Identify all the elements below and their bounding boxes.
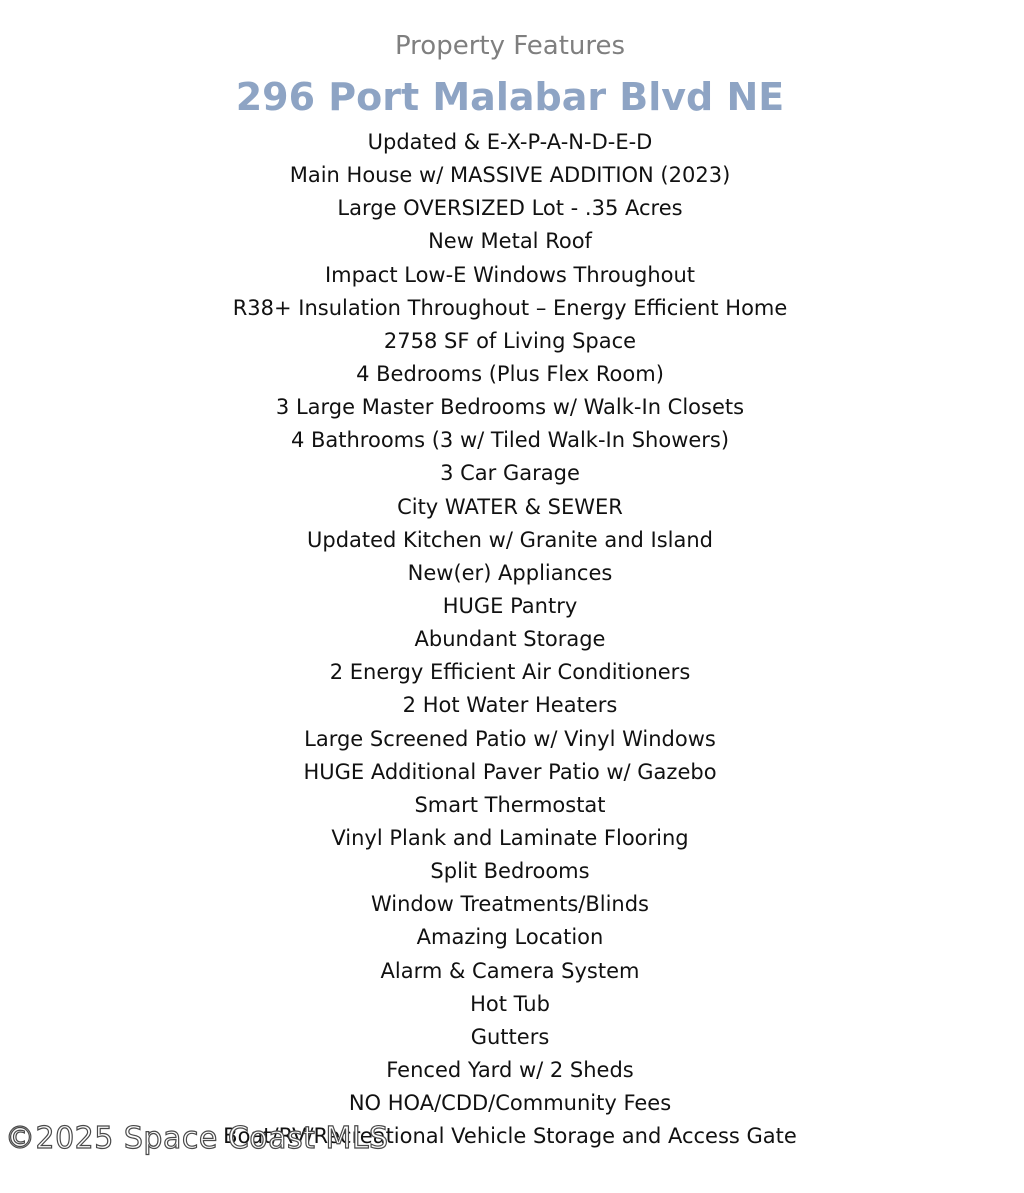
feature-item: Large OVERSIZED Lot - .35 Acres bbox=[337, 196, 683, 221]
feature-item: 2 Hot Water Heaters bbox=[402, 693, 618, 718]
feature-item: Impact Low-E Windows Throughout bbox=[324, 262, 696, 287]
feature-list bbox=[0, 126, 1020, 1153]
feature-item: 2 Energy Efficient Air Conditioners bbox=[329, 660, 691, 685]
feature-item: Hot Tub bbox=[470, 991, 550, 1016]
feature-item: Vinyl Plank and Laminate Flooring bbox=[331, 825, 689, 850]
feature-item: Window Treatments/Blinds bbox=[370, 892, 649, 917]
feature-item: Alarm & Camera System bbox=[380, 958, 640, 983]
feature-item: Updated & E-X-P-A-N-D-E-D bbox=[367, 130, 653, 154]
feature-item: Updated Kitchen w/ Granite and Island bbox=[307, 527, 713, 552]
document-subtitle: Property Features bbox=[394, 31, 626, 61]
feature-item: 2758 SF of Living Space bbox=[383, 328, 637, 353]
feature-item: 3 Large Master Bedrooms w/ Walk-In Closets bbox=[275, 395, 745, 420]
feature-item: HUGE Pantry bbox=[442, 593, 578, 618]
feature-item: Main House w/ MASSIVE ADDITION (2023) bbox=[289, 163, 731, 188]
feature-item: Large Screened Patio w/ Vinyl Windows bbox=[304, 726, 716, 751]
feature-item: Split Bedrooms bbox=[430, 859, 590, 884]
feature-item: NO HOA/CDD/Community Fees bbox=[348, 1091, 672, 1116]
feature-item: Fenced Yard w/ 2 Sheds bbox=[386, 1057, 634, 1082]
feature-item: 4 Bedrooms (Plus Flex Room) bbox=[356, 361, 664, 386]
feature-item: HUGE Additional Paver Patio w/ Gazebo bbox=[303, 759, 717, 784]
feature-item: Abundant Storage bbox=[414, 627, 606, 652]
feature-item: Amazing Location bbox=[416, 925, 604, 950]
feature-item: New Metal Roof bbox=[428, 229, 592, 254]
feature-item: Smart Thermostat bbox=[414, 792, 606, 817]
feature-item: Gutters bbox=[470, 1024, 550, 1049]
feature-item: 3 Car Garage bbox=[440, 461, 580, 486]
feature-item: Boat/RV/Recreational Vehicle Storage and Access Gate bbox=[223, 1124, 797, 1149]
copyright-watermark: ©2025 Space Coast MLS bbox=[5, 1121, 389, 1156]
feature-item: New(er) Appliances bbox=[407, 560, 613, 585]
property-address-title: 296 Port Malabar Blvd NE bbox=[235, 75, 785, 119]
feature-item: 4 Bathrooms (3 w/ Tiled Walk-In Showers) bbox=[290, 428, 730, 453]
feature-item: City WATER & SEWER bbox=[397, 494, 623, 519]
feature-item: R38+ Insulation Throughout – Energy Efficient Home bbox=[232, 295, 788, 320]
